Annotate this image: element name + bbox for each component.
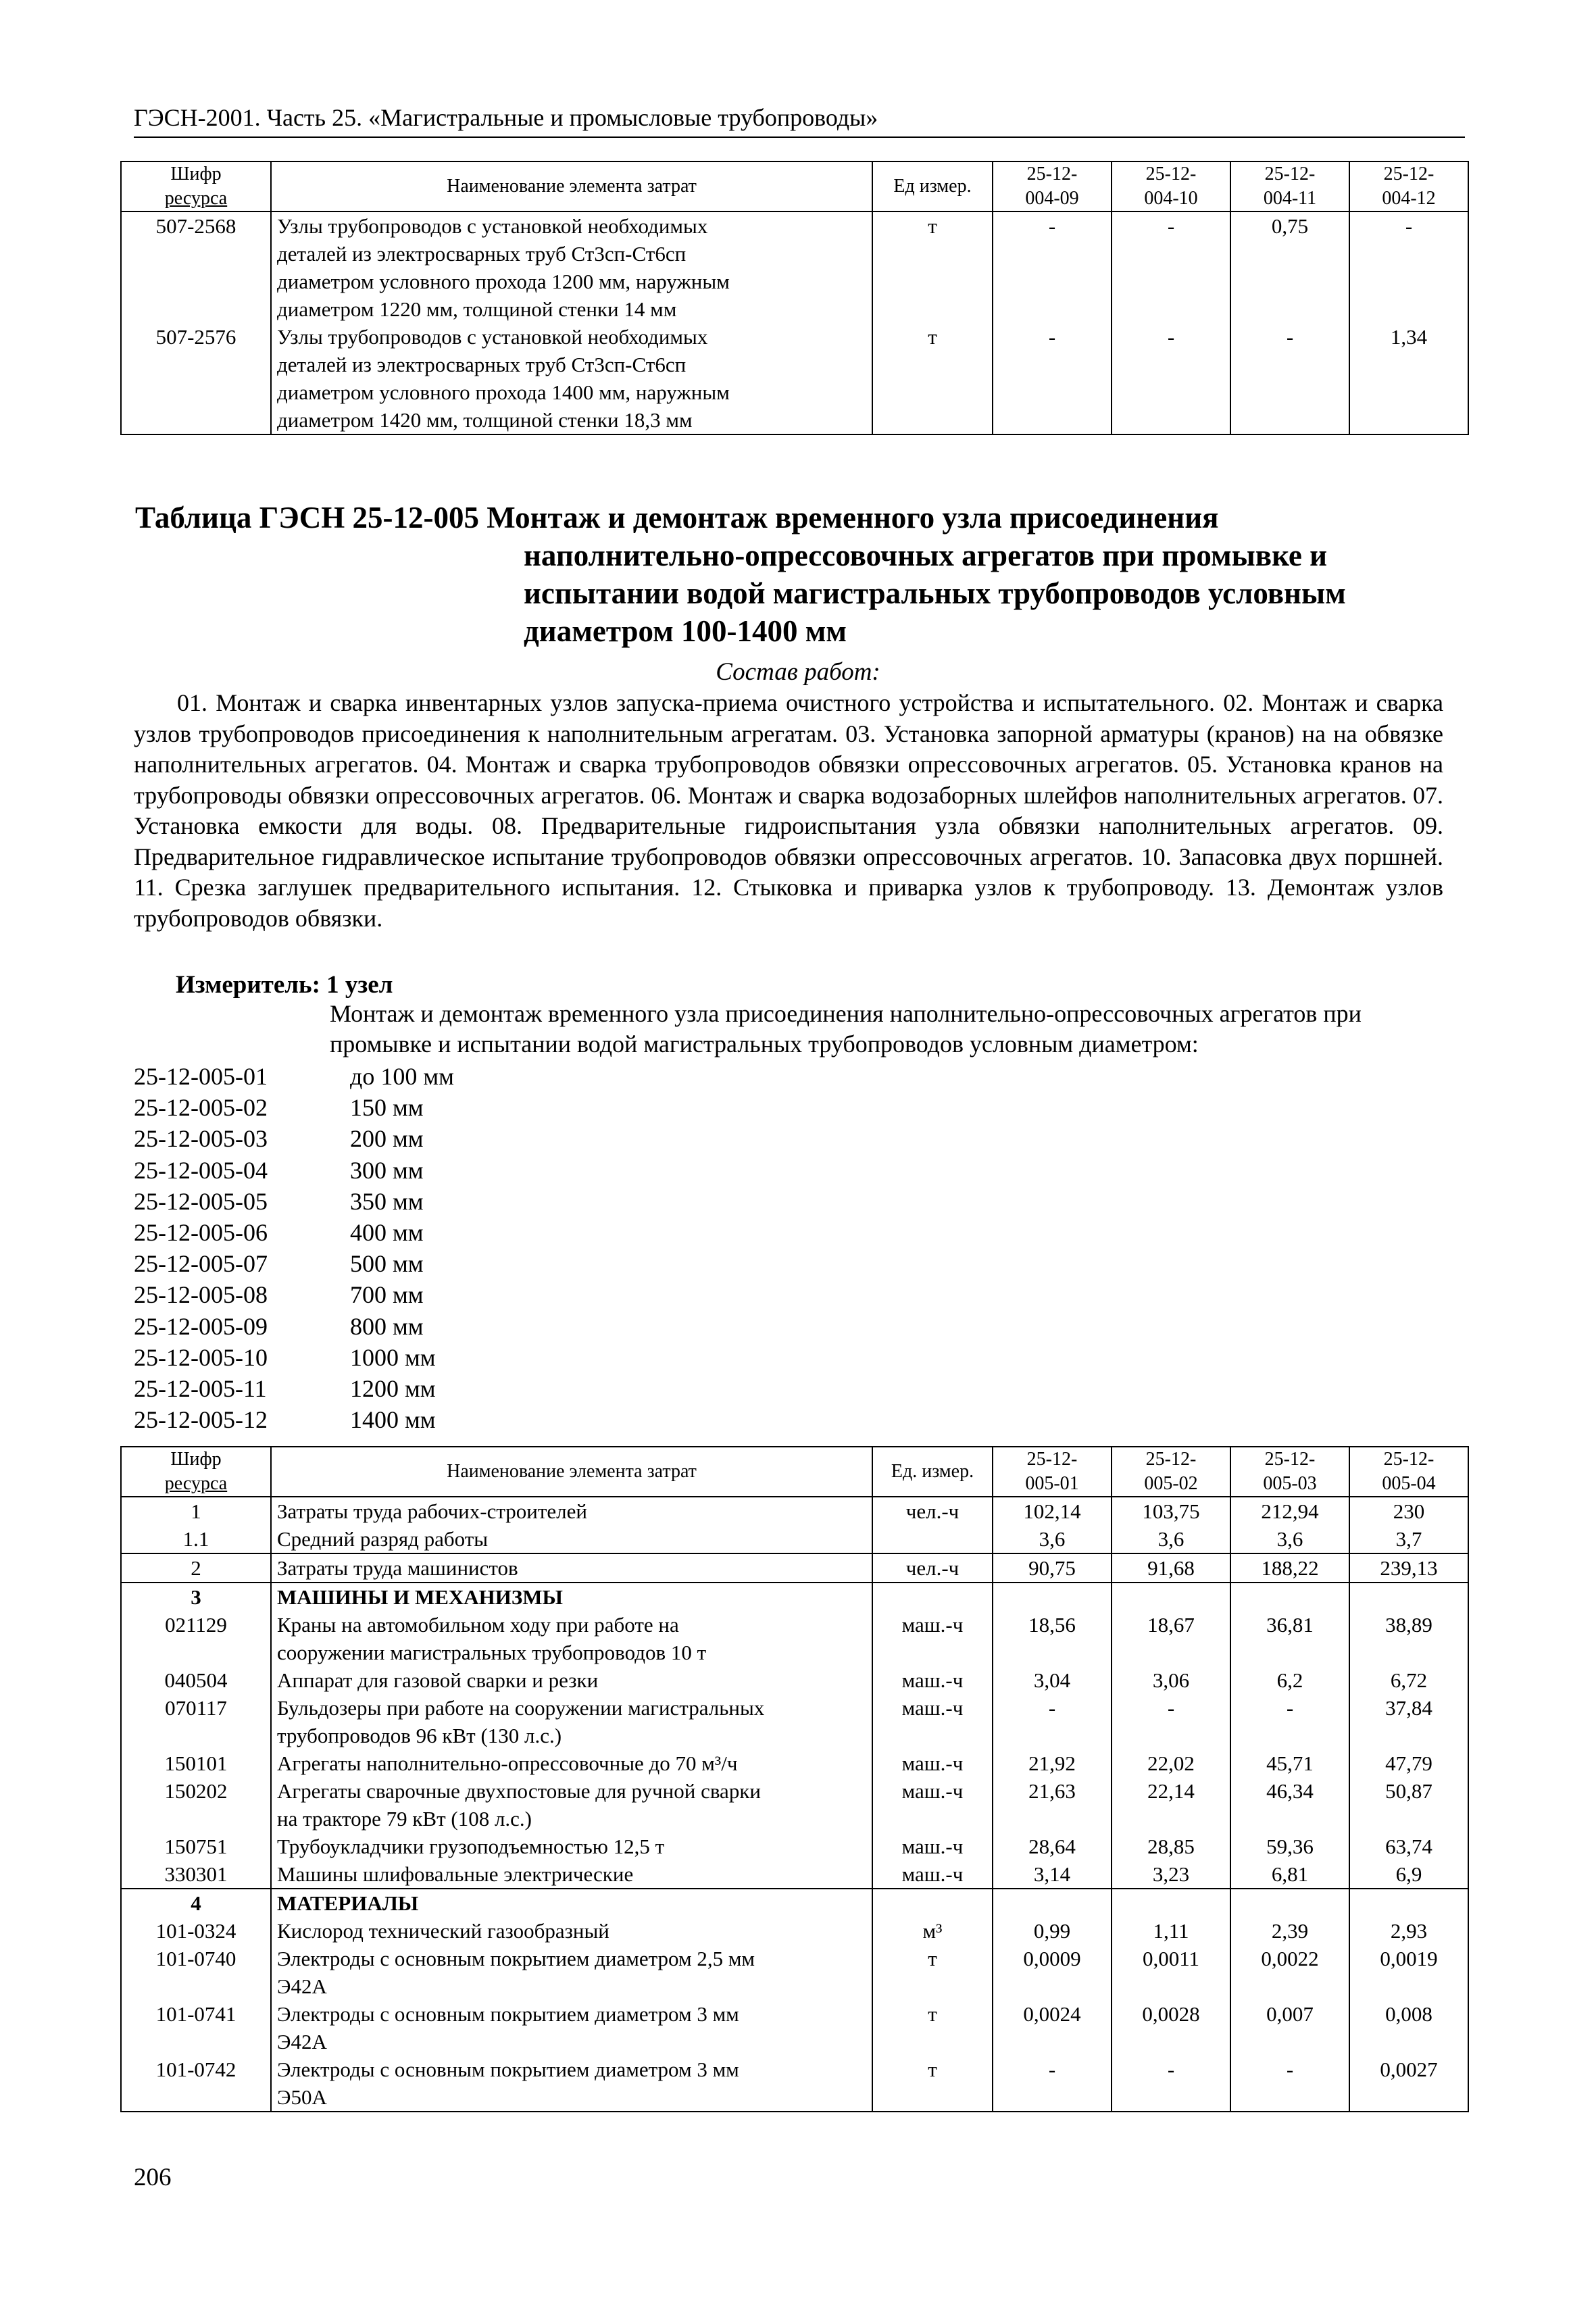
cell-name: Аппарат для газовой сварки и резки bbox=[271, 1666, 872, 1694]
cell-value bbox=[1349, 1889, 1468, 1917]
table-row bbox=[121, 1889, 1468, 1917]
code-desc: 1000 мм bbox=[350, 1343, 436, 1371]
cell-value: 6,9 bbox=[1349, 1860, 1468, 1889]
cell-value: - bbox=[1112, 1694, 1230, 1749]
cell-code: 1 bbox=[121, 1497, 271, 1525]
cell-value: 36,81 bbox=[1230, 1611, 1349, 1666]
cell-value bbox=[1112, 1583, 1230, 1611]
code-id: 25-12-005-11 bbox=[134, 1374, 267, 1402]
table-row bbox=[121, 1777, 1468, 1833]
cell-unit: маш.-ч bbox=[872, 1666, 993, 1694]
cell-unit: чел.-ч bbox=[872, 1497, 993, 1525]
intro-text: Монтаж и демонтаж временного узла присоединения наполнительно-опрессовочных агрегатов при промывке и испытании водой магистральных трубопроводов условным диаметром: bbox=[330, 1000, 1362, 1057]
header-col: 25-12- 005-01 bbox=[993, 1447, 1112, 1497]
cell-code: 021129 bbox=[121, 1611, 271, 1666]
cell-value: 3,14 bbox=[993, 1860, 1112, 1889]
cell-value bbox=[1349, 1583, 1468, 1611]
cell-code: 150751 bbox=[121, 1833, 271, 1860]
cell-value: 103,75 bbox=[1112, 1497, 1230, 1525]
header-col: 25-12- 004-10 bbox=[1112, 161, 1230, 211]
cell-value: 3,7 bbox=[1349, 1525, 1468, 1553]
code-desc: 350 мм bbox=[350, 1187, 424, 1215]
code-id: 25-12-005-10 bbox=[134, 1343, 268, 1371]
cell-value: 102,14 bbox=[993, 1497, 1112, 1525]
table-title bbox=[135, 499, 1460, 650]
cell-unit bbox=[872, 1583, 993, 1611]
table-row bbox=[121, 1860, 1468, 1889]
table-row bbox=[121, 1833, 1468, 1860]
cell-value bbox=[1112, 1889, 1230, 1917]
cell-value: 28,85 bbox=[1112, 1833, 1230, 1860]
cell-value: 230 bbox=[1349, 1497, 1468, 1525]
code-desc: 400 мм bbox=[350, 1218, 424, 1246]
cell-value: 18,56 bbox=[993, 1611, 1112, 1666]
cell-name: МАШИНЫ И МЕХАНИЗМЫ bbox=[271, 1583, 872, 1611]
cell-name: Электроды с основным покрытием диаметром 2,5 мм Э42А bbox=[271, 1945, 872, 2000]
cell-unit: маш.-ч bbox=[872, 1749, 993, 1777]
header-name: Наименование элемента затрат bbox=[271, 161, 872, 211]
cell-value: 2,93 bbox=[1349, 1917, 1468, 1945]
cell-value: 188,22 bbox=[1230, 1553, 1349, 1583]
code-row bbox=[134, 1342, 454, 1373]
table-title-line-3: испытании водой магистральных трубопроводов условным bbox=[524, 576, 1346, 610]
table-row bbox=[121, 1749, 1468, 1777]
cell-name: Электроды с основным покрытием диаметром 3 мм Э50А bbox=[271, 2056, 872, 2112]
cell-value: 0,0028 bbox=[1112, 2000, 1230, 2056]
cell-value: 0,0009 bbox=[993, 1945, 1112, 2000]
code-desc: 1400 мм bbox=[350, 1406, 436, 1434]
table-row bbox=[121, 1694, 1468, 1749]
cell-value: 18,67 bbox=[1112, 1611, 1230, 1666]
cell-code: 101-0324 bbox=[121, 1917, 271, 1945]
cell-code: 3 bbox=[121, 1583, 271, 1611]
cell-value: 59,36 bbox=[1230, 1833, 1349, 1860]
cell-code: 101-0741 bbox=[121, 2000, 271, 2056]
cell-code: 4 bbox=[121, 1889, 271, 1917]
cell-name: МАТЕРИАЛЫ bbox=[271, 1889, 872, 1917]
table-title-label: Таблица ГЭСН 25-12-005 bbox=[135, 501, 479, 534]
cell-unit: м³ bbox=[872, 1917, 993, 1945]
header-code: Шифр ресурса bbox=[121, 1447, 271, 1497]
code-row bbox=[134, 1092, 454, 1123]
cell-value: - bbox=[993, 323, 1112, 434]
code-desc: 500 мм bbox=[350, 1250, 424, 1278]
code-desc: 150 мм bbox=[350, 1094, 424, 1122]
cell-value: - bbox=[1230, 2056, 1349, 2112]
code-row bbox=[134, 1311, 454, 1342]
cell-unit: т bbox=[872, 2000, 993, 2056]
cell-value: 21,63 bbox=[993, 1777, 1112, 1833]
cell-value: 0,0027 bbox=[1349, 2056, 1468, 2112]
cell-name: Кислород технический газообразный bbox=[271, 1917, 872, 1945]
cell-value: - bbox=[1112, 323, 1230, 434]
cell-unit: т bbox=[872, 211, 993, 323]
cell-name: Бульдозеры при работе на сооружении магистральных трубопроводов 96 кВт (130 л.с.) bbox=[271, 1694, 872, 1749]
cell-code: 101-0742 bbox=[121, 2056, 271, 2112]
cell-name: Трубоукладчики грузоподъемностью 12,5 т bbox=[271, 1833, 872, 1860]
cell-code: 1.1 bbox=[121, 1525, 271, 1553]
table-row bbox=[121, 1611, 1468, 1666]
cell-name: Узлы трубопроводов с установкой необходимых деталей из электросварных труб Ст3сп-Ст6сп диаметром условного прохода 1400 мм, наружным диаметром 1420 мм, толщиной стенки 18,3 мм bbox=[271, 323, 872, 434]
table-row bbox=[121, 1583, 1468, 1611]
cell-code: 330301 bbox=[121, 1860, 271, 1889]
cell-value: 22,02 bbox=[1112, 1749, 1230, 1777]
cell-value: - bbox=[1230, 1694, 1349, 1749]
code-row bbox=[134, 1404, 454, 1435]
cell-value: 0,0024 bbox=[993, 2000, 1112, 2056]
header-col: 25-12- 004-11 bbox=[1230, 161, 1349, 211]
cell-value: 1,34 bbox=[1349, 323, 1468, 434]
cell-value: - bbox=[993, 211, 1112, 323]
table-row bbox=[121, 323, 1468, 434]
cell-code: 070117 bbox=[121, 1694, 271, 1749]
page-number: 206 bbox=[134, 2164, 172, 2191]
code-id: 25-12-005-04 bbox=[134, 1156, 268, 1184]
cell-value: 3,6 bbox=[1112, 1525, 1230, 1553]
code-id: 25-12-005-05 bbox=[134, 1187, 268, 1215]
cell-value: 0,008 bbox=[1349, 2000, 1468, 2056]
cell-value: 3,23 bbox=[1112, 1860, 1230, 1889]
cell-value: 38,89 bbox=[1349, 1611, 1468, 1666]
code-row bbox=[134, 1123, 454, 1154]
cell-code: 507-2568 bbox=[121, 211, 271, 323]
cell-value: 47,79 bbox=[1349, 1749, 1468, 1777]
cell-value: 212,94 bbox=[1230, 1497, 1349, 1525]
code-desc: 300 мм bbox=[350, 1156, 424, 1184]
table-row bbox=[121, 1666, 1468, 1694]
code-row bbox=[134, 1217, 454, 1248]
code-id: 25-12-005-07 bbox=[134, 1250, 268, 1278]
header-unit: Ед измер. bbox=[872, 161, 993, 211]
cell-code: 2 bbox=[121, 1553, 271, 1583]
table-row bbox=[121, 1553, 1468, 1583]
table-title-line-1: Монтаж и демонтаж временного узла присоединения bbox=[487, 501, 1219, 534]
cell-unit: т bbox=[872, 2056, 993, 2112]
table-row bbox=[121, 2000, 1468, 2056]
cell-name: Затраты труда машинистов bbox=[271, 1553, 872, 1583]
cell-name: Агрегаты сварочные двухпостовые для ручной сварки на тракторе 79 кВт (108 л.с.) bbox=[271, 1777, 872, 1833]
cell-value bbox=[993, 1889, 1112, 1917]
code-desc: 700 мм bbox=[350, 1281, 424, 1309]
code-id: 25-12-005-09 bbox=[134, 1312, 268, 1340]
cell-unit: маш.-ч bbox=[872, 1860, 993, 1889]
cell-value: 0,0011 bbox=[1112, 1945, 1230, 2000]
code-id: 25-12-005-08 bbox=[134, 1281, 268, 1309]
cell-value: - bbox=[1230, 323, 1349, 434]
code-desc: 800 мм bbox=[350, 1312, 424, 1340]
table-title-line-2: наполнительно-опрессовочных агрегатов при промывке и bbox=[524, 539, 1328, 572]
code-desc: 1200 мм bbox=[350, 1374, 436, 1402]
cell-unit: маш.-ч bbox=[872, 1694, 993, 1749]
code-row bbox=[134, 1373, 454, 1404]
cell-name: Краны на автомобильном ходу при работе на сооружении магистральных трубопроводов 10 т bbox=[271, 1611, 872, 1666]
header-col: 25-12- 005-03 bbox=[1230, 1447, 1349, 1497]
cell-unit bbox=[872, 1889, 993, 1917]
header-col: 25-12- 005-04 bbox=[1349, 1447, 1468, 1497]
cell-value: 3,6 bbox=[993, 1525, 1112, 1553]
resource-table-004 bbox=[120, 161, 1469, 435]
header-unit: Ед. измер. bbox=[872, 1447, 993, 1497]
cell-code: 150202 bbox=[121, 1777, 271, 1833]
cell-code: 101-0740 bbox=[121, 1945, 271, 2000]
cell-value: 90,75 bbox=[993, 1553, 1112, 1583]
table-row bbox=[121, 1945, 1468, 2000]
cell-value: 2,39 bbox=[1230, 1917, 1349, 1945]
table-row bbox=[121, 211, 1468, 323]
cell-name: Узлы трубопроводов с установкой необходимых деталей из электросварных труб Ст3сп-Ст6сп диаметром условного прохода 1200 мм, наружным диаметром 1220 мм, толщиной стенки 14 мм bbox=[271, 211, 872, 323]
cell-value: 91,68 bbox=[1112, 1553, 1230, 1583]
header-name: Наименование элемента затрат bbox=[271, 1447, 872, 1497]
cell-value: - bbox=[993, 2056, 1112, 2112]
cell-unit: чел.-ч bbox=[872, 1553, 993, 1583]
cell-value: 0,007 bbox=[1230, 2000, 1349, 2056]
cell-code: 507-2576 bbox=[121, 323, 271, 434]
code-list bbox=[134, 1061, 454, 1435]
cell-value: - bbox=[1349, 211, 1468, 323]
cell-value: 239,13 bbox=[1349, 1553, 1468, 1583]
cell-unit: т bbox=[872, 323, 993, 434]
code-row bbox=[134, 1186, 454, 1217]
cell-value: 6,72 bbox=[1349, 1666, 1468, 1694]
cell-value: 22,14 bbox=[1112, 1777, 1230, 1833]
cell-value: 0,0019 bbox=[1349, 1945, 1468, 2000]
resource-table-005 bbox=[120, 1446, 1469, 2112]
code-id: 25-12-005-12 bbox=[134, 1406, 268, 1434]
composition-heading: Состав работ: bbox=[716, 658, 880, 686]
header-col: 25-12- 004-09 bbox=[993, 161, 1112, 211]
cell-unit: т bbox=[872, 1945, 993, 2000]
cell-code: 150101 bbox=[121, 1749, 271, 1777]
code-row bbox=[134, 1279, 454, 1310]
cell-value bbox=[993, 1583, 1112, 1611]
cell-value: - bbox=[1112, 2056, 1230, 2112]
code-id: 25-12-005-06 bbox=[134, 1218, 268, 1246]
running-header: ГЭСН-2001. Часть 25. «Магистральные и промысловые трубопроводы» bbox=[134, 101, 1465, 138]
code-id: 25-12-005-03 bbox=[134, 1125, 268, 1153]
cell-value: - bbox=[993, 1694, 1112, 1749]
header-code: Шифр ресурса bbox=[121, 161, 271, 211]
table-header-row bbox=[121, 1447, 1468, 1497]
cell-name: Агрегаты наполнительно-опрессовочные до 70 м³/ч bbox=[271, 1749, 872, 1777]
table-row bbox=[121, 1917, 1468, 1945]
cell-value: 0,0022 bbox=[1230, 1945, 1349, 2000]
cell-unit: маш.-ч bbox=[872, 1777, 993, 1833]
cell-value: 21,92 bbox=[993, 1749, 1112, 1777]
cell-value: 28,64 bbox=[993, 1833, 1112, 1860]
table-row bbox=[121, 1497, 1468, 1525]
table-row bbox=[121, 1525, 1468, 1553]
code-id: 25-12-005-01 bbox=[134, 1063, 268, 1090]
cell-value: 6,2 bbox=[1230, 1666, 1349, 1694]
code-row bbox=[134, 1248, 454, 1279]
code-row bbox=[134, 1061, 454, 1092]
cell-value: 1,11 bbox=[1112, 1917, 1230, 1945]
cell-value bbox=[1230, 1889, 1349, 1917]
cell-name: Машины шлифовальные электрические bbox=[271, 1860, 872, 1889]
cell-value: 63,74 bbox=[1349, 1833, 1468, 1860]
cell-unit bbox=[872, 1525, 993, 1553]
cell-name: Электроды с основным покрытием диаметром 3 мм Э42А bbox=[271, 2000, 872, 2056]
cell-value: 45,71 bbox=[1230, 1749, 1349, 1777]
cell-name: Затраты труда рабочих-строителей bbox=[271, 1497, 872, 1525]
cell-unit: маш.-ч bbox=[872, 1611, 993, 1666]
table-title-line-4: диаметром 100-1400 мм bbox=[524, 614, 847, 648]
cell-name: Средний разряд работы bbox=[271, 1525, 872, 1553]
header-col: 25-12- 005-02 bbox=[1112, 1447, 1230, 1497]
cell-value: 3,6 bbox=[1230, 1525, 1349, 1553]
cell-value: - bbox=[1112, 211, 1230, 323]
code-desc: 200 мм bbox=[350, 1125, 424, 1153]
cell-value bbox=[1230, 1583, 1349, 1611]
meter-label: Измеритель: 1 узел bbox=[176, 971, 393, 999]
composition-text: 01. Монтаж и сварка инвентарных узлов запуска-приема очистного устройства и испытательного. 02. Монтаж и сварка узлов трубопроводов присоединения к наполнительным агрегатам. 03. Установка запорной арматуры (кранов) на на обвязке наполнительных агрегатов. 04. Монтаж и сварка трубопроводов обвязки опрессовочных агрегатов. 05. Установка кранов на трубопроводы обвязки опрессовочных агрегатов. 06. Монтаж и сварка водозаборных шлейфов наполнительных агрегатов. 07. Установка емкости для воды. 08. Предварительные гидроиспытания узла обвязки наполнительных агрегатов. 09. Предварительное гидравлическое испытание трубопроводов обвязки опрессовочных агрегатов. 10. Запасовка двух поршней. 11. Срезка заглушек предварительного испытания. 12. Стыковка и приварка узлов к трубопроводу. 13. Демонтаж узлов трубопроводов обвязки. bbox=[134, 689, 1443, 932]
cell-value: 37,84 bbox=[1349, 1694, 1468, 1749]
cell-value: 3,06 bbox=[1112, 1666, 1230, 1694]
cell-value: 3,04 bbox=[993, 1666, 1112, 1694]
table-header-row bbox=[121, 161, 1468, 211]
cell-value: 0,75 bbox=[1230, 211, 1349, 323]
header-col: 25-12- 004-12 bbox=[1349, 161, 1468, 211]
table-row bbox=[121, 2056, 1468, 2112]
cell-code: 040504 bbox=[121, 1666, 271, 1694]
cell-value: 0,99 bbox=[993, 1917, 1112, 1945]
code-row bbox=[134, 1155, 454, 1186]
cell-unit: маш.-ч bbox=[872, 1833, 993, 1860]
code-desc: до 100 мм bbox=[350, 1063, 454, 1090]
cell-value: 6,81 bbox=[1230, 1860, 1349, 1889]
code-id: 25-12-005-02 bbox=[134, 1094, 268, 1122]
cell-value: 50,87 bbox=[1349, 1777, 1468, 1833]
cell-value: 46,34 bbox=[1230, 1777, 1349, 1833]
